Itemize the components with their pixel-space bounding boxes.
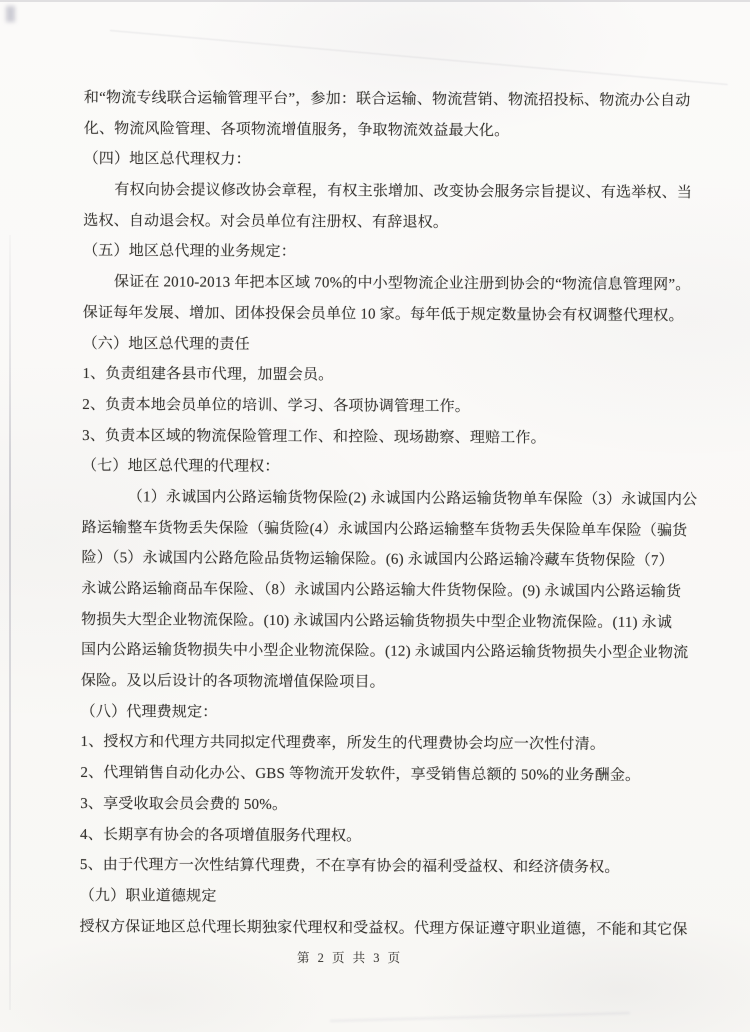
document-line: （六）地区总代理的责任	[82, 335, 250, 353]
document-line: 5、由于代理方一次性结算代理费，不在享有协会的福利受益权、和经济债务权。	[79, 857, 620, 877]
document-line: 2、负责本地会员单位的培训、学习、各项协调管理工作。	[82, 396, 471, 415]
scan-artifact-crease	[110, 30, 728, 85]
document-line: 路运输整车货物丢失保险（骗货险(4）永诚国内公路运输整车货物丢失保险单车保险（骗货	[81, 519, 688, 539]
scan-artifact-top-edge	[0, 0, 750, 2]
document-line: 1、授权方和代理方共同拟定代理费率，所发生的代理费协会均应一次性付清。	[80, 734, 606, 754]
document-body	[80, 83, 714, 946]
document-line: 4、长期享有协会的各项增值服务代理权。	[80, 826, 362, 844]
scan-artifact-crease	[330, 1012, 630, 1022]
document-line: 化、物流风险管理、各项物流增值服务，争取物流效益最大化。	[83, 120, 510, 139]
document-line: 3、负责本区域的物流保险管理工作、和控险、现场勘察、理赔工作。	[82, 427, 546, 446]
document-line: （八）代理费规定：	[80, 703, 218, 721]
document-line: 选权、自动退会权。对会员单位有注册权、有辞退权。	[83, 212, 449, 231]
page-number-footer: 第 2 页 共 3 页	[297, 951, 403, 965]
document-line: 保证每年发展、增加、团体投保会员单位 10 家。每年低于规定数量协会有权调整代理权。	[82, 304, 684, 324]
document-line: 物损失大型企业物流保险。(10) 永诚国内公路运输货物损失中型企业物流保险。(11) 永诚	[81, 611, 673, 631]
document-line: 保险。及以后设计的各项物流增值保险项目。	[80, 673, 385, 691]
document-line: 国内公路运输货物损失中小型企业物流保险。(12) 永诚国内公路运输货物损失小型企业物流	[80, 642, 689, 662]
document-line: 授权方保证地区总代理长期独家代理权和受益权。代理方保证遵守职业道德，不能和其它保	[79, 918, 688, 938]
document-line: （1）永诚国内公路运输货物保险(2) 永诚国内公路运输货物单车保险（3）永诚国内公	[127, 489, 698, 509]
document-line: （九）职业道德规定	[79, 887, 217, 905]
document-line: 1、负责组建各县市代理，加盟会员。	[82, 366, 334, 384]
document-line: 永诚公路运输商品车保险、（8）永诚国内公路运输大件货物保险。(9) 永诚国内公路运输货	[81, 580, 682, 601]
document-line: 有权向协会提议修改协会章程，有权主张增加、改变协会服务宗旨提议、有选举权、当	[114, 182, 693, 202]
document-line: 2、代理销售自动化办公、GBS 等物流开发软件，享受销售总额的 50%的业务酬金。	[80, 765, 641, 785]
document-line: 和“物流专线联合运输管理平台”，参加：联合运输、物流营销、物流招投标、物流办公自动	[83, 89, 691, 110]
document-line: （七）地区总代理的代理权：	[81, 458, 280, 476]
document-line: 3、享受收取会员会费的 50%。	[80, 795, 288, 813]
scan-artifact-corner-smudge	[6, 6, 15, 22]
document-line: 险）（5）永诚国内公路危险品货物运输保险。(6) 永诚国内公路运输冷藏车货物保险（7）	[81, 550, 674, 570]
document-line: （五）地区总代理的业务规定：	[83, 243, 296, 261]
document-line: （四）地区总代理权力：	[83, 151, 251, 169]
document-line: 保证在 2010-2013 年把本区域 70%的中小型物流企业注册到协会的“物流信息管理网”。	[113, 274, 691, 294]
scan-artifact-left-line	[9, 235, 11, 1010]
